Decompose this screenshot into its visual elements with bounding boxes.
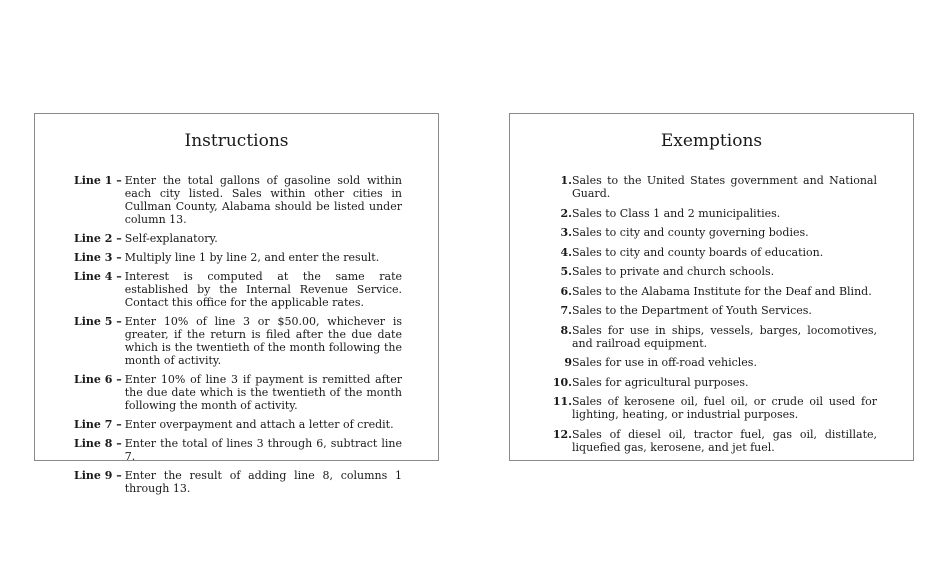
exemption-item [546, 428, 877, 454]
exemption-number: 2. [560, 206, 572, 220]
exemption-text: Sales to city and county boards of education. [572, 245, 824, 259]
exemption-text: Sales to private and church schools. [572, 265, 775, 278]
exemption-number: 5. [560, 265, 572, 278]
exemption-item [546, 395, 877, 421]
exemption-number: 1. [560, 174, 572, 187]
exemption-text: Sales for use in off-road vehicles. [572, 356, 757, 369]
instruction-line: Line 4 – Interest is computed at the same rate established by the Internal Revenue Service. Contact this office for the applicable rates. [74, 270, 402, 309]
exemption-text: Sales of diesel oil, tractor fuel, gas oil, distillate, liquefied gas, kerosene, and jet fuel. [572, 427, 877, 454]
instruction-line: Line 8 – Enter the total of lines 3 through 6, subtract line 7. [74, 437, 402, 463]
instruction-text: Interest is computed at the same rate established by the Internal Revenue Service. Contact this office for the applicable rates. [124, 270, 402, 309]
instruction-line: Line 5 – Enter 10% of line 3 or $50.00, whichever is greater, if the return is filed after the due date which is the twentieth of the month following the month of activity. [74, 315, 402, 367]
exemption-number: 9 [564, 356, 572, 369]
exemption-text: Sales for agricultural purposes. [572, 375, 749, 389]
instruction-text: Self-explanatory. [124, 232, 218, 245]
exemption-item [546, 207, 877, 220]
instruction-text: Enter the total gallons of gasoline sold within each city listed. Sales within other cities in Cullman County, Alabama should be listed under column 13. [124, 174, 402, 226]
exemption-item [546, 174, 877, 200]
instruction-line: Line 1 – Enter the total gallons of gasoline sold within each city listed. Sales within other cities in Cullman County, Alabama should be listed under column 13. [74, 174, 402, 226]
instruction-text: Enter the result of adding line 8, columns 1 through 13. [124, 469, 402, 495]
exemption-item [546, 324, 877, 350]
instruction-label: Line 3 [74, 251, 113, 264]
instruction-text: Enter the total of lines 3 through 6, subtract line 7. [124, 437, 402, 463]
instruction-label: Line 4 [74, 270, 113, 283]
exemption-number: 3. [560, 226, 572, 239]
exemption-item [546, 376, 877, 389]
exemption-item [546, 304, 877, 317]
exemptions-list [546, 174, 877, 460]
instruction-label: Line 5 [74, 315, 113, 328]
instructions-panel [34, 113, 439, 495]
exemptions-panel [509, 113, 914, 461]
instruction-text: Enter 10% of line 3 if payment is remitted after the due date which is the twentieth of the month following the month of activity. [124, 373, 402, 412]
exemption-item [546, 246, 877, 259]
instruction-line: Line 9 – Enter the result of adding line 8, columns 1 through 13. [74, 469, 402, 495]
instructions-title: Instructions [184, 131, 289, 151]
instruction-label: Line 6 [74, 373, 113, 386]
exemption-item [546, 285, 877, 298]
exemption-text: Sales to the United States government and National Guard. [572, 174, 877, 200]
exemption-text: Sales to Class 1 and 2 municipalities. [572, 206, 781, 220]
exemption-item [546, 356, 877, 369]
exemptions-title: Exemptions [660, 131, 763, 151]
instruction-line: Line 3 – Multiply line 1 by line 2, and enter the result. [74, 251, 402, 264]
instruction-line: Line 6 – Enter 10% of line 3 if payment is remitted after the due date which is the twentieth of the month following the month of activity. [74, 373, 402, 412]
instructions-list [74, 174, 402, 501]
instruction-text: Enter overpayment and attach a letter of credit. [124, 418, 394, 431]
exemption-item [546, 226, 877, 239]
instruction-label: Line 8 [74, 437, 113, 450]
instruction-label: Line 9 [74, 469, 113, 482]
exemption-text: Sales of kerosene oil, fuel oil, or crude oil used for lighting, heating, or industrial purposes. [572, 395, 877, 421]
exemption-number: 4. [560, 245, 572, 259]
exemption-text: Sales for use in ships, vessels, barges, locomotives, and railroad equipment. [572, 323, 877, 350]
instruction-line: Line 2 – Self-explanatory. [74, 232, 402, 245]
instruction-label: Line 7 [74, 418, 113, 431]
exemption-number: 12. [552, 427, 572, 441]
instruction-line: Line 7 – Enter overpayment and attach a letter of credit. [74, 418, 402, 431]
exemption-text: Sales to city and county governing bodies. [572, 226, 809, 239]
exemption-number: 7. [560, 304, 572, 317]
instruction-label: Line 2 [74, 232, 113, 245]
instruction-label: Line 1 [74, 174, 113, 187]
exemption-text: Sales to the Alabama Institute for the Deaf and Blind. [572, 284, 872, 298]
exemption-number: 11. [552, 395, 572, 408]
exemption-item [546, 265, 877, 278]
instruction-text: Multiply line 1 by line 2, and enter the result. [124, 251, 380, 264]
exemption-number: 6. [560, 284, 572, 298]
exemption-text: Sales to the Department of Youth Services. [572, 304, 812, 317]
instruction-text: Enter 10% of line 3 or $50.00, whichever is greater, if the return is filed after the due date which is the twentieth of the month following the month of activity. [124, 315, 402, 367]
exemption-number: 10. [552, 375, 572, 389]
exemption-number: 8. [560, 323, 572, 337]
